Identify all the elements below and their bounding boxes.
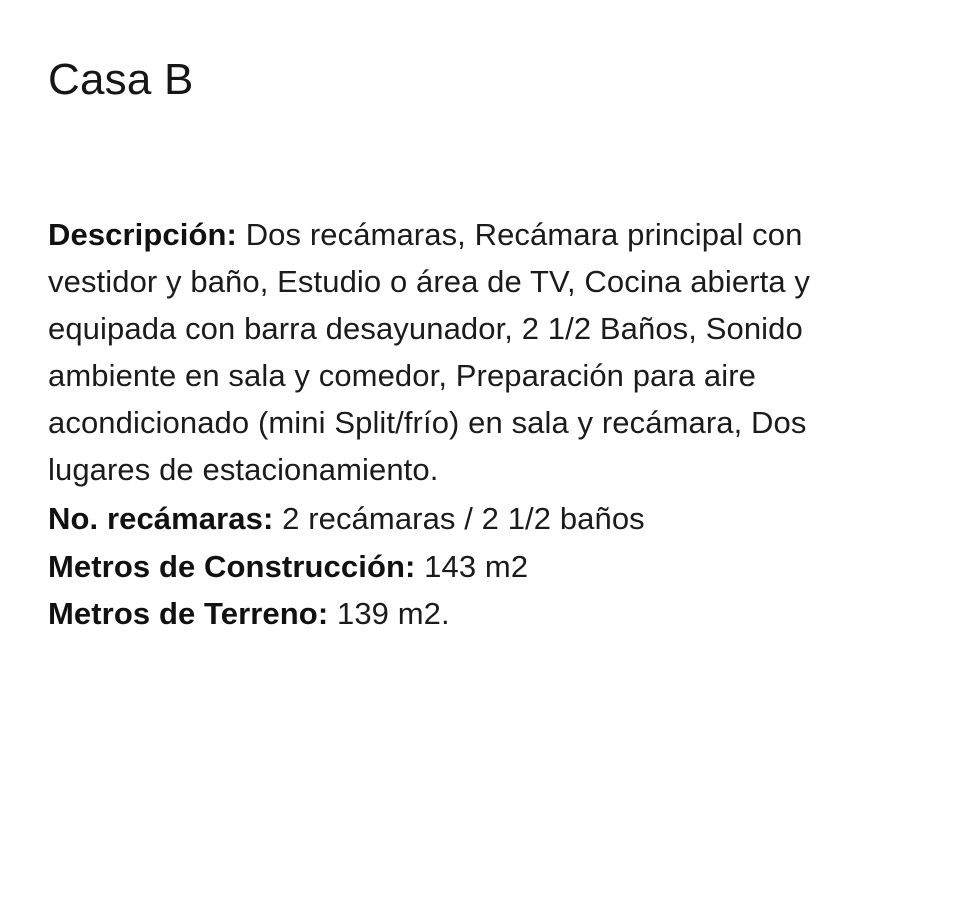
- detail-bedrooms: [48, 495, 905, 542]
- detail-description-label: Descripción:: [48, 216, 237, 252]
- property-details: [48, 211, 905, 637]
- detail-bedrooms-label: No. recámaras:: [48, 501, 274, 537]
- detail-land-area: [48, 590, 905, 637]
- title-body-spacer: [48, 107, 905, 211]
- detail-land-area-label: Metros de Terreno:: [48, 595, 329, 631]
- detail-bedrooms-value: 2 recámaras / 2 1/2 baños: [273, 501, 645, 537]
- page-title: Casa B: [48, 55, 194, 104]
- detail-construction-area: [48, 543, 905, 590]
- detail-description-value: Dos recámaras, Recámara principal con vestidor y baño, Estudio o área de TV, Cocina abierta y equipada con barra desayunador, 2 1/2 Baños, Sonido ambiente en sala y comedor, Preparación para aire acondicionado (mini Split/frío) en sala y recámara, Dos lugares de estacionamiento.: [48, 216, 811, 488]
- detail-construction-area-label: Metros de Construcción:: [48, 548, 416, 584]
- detail-construction-area-value: 143 m2: [415, 548, 529, 584]
- detail-land-area-value: 139 m2.: [328, 595, 450, 631]
- detail-description: [48, 211, 905, 494]
